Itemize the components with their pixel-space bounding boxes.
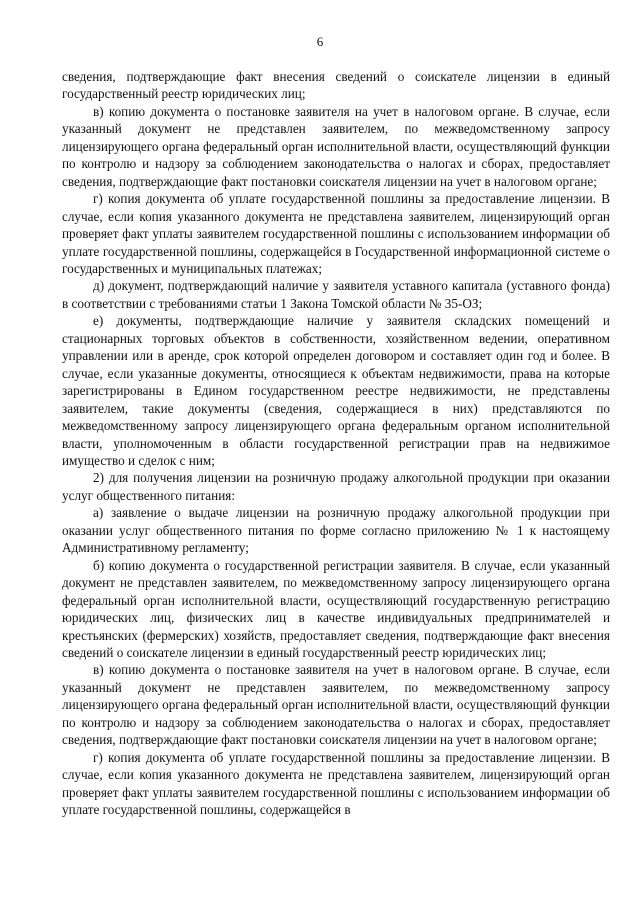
paragraph-item-e-premises: е) документы, подтверждающие наличие у заявителя складских помещений и стационарных торговых объектов в собственности, хозяйственном ведении, оперативном управлении или в аренде, срок которой определен договором и составляет один год и более. В случае, если указанные документы, относящиеся к объектам недвижимости, права на которые зарегистрированы в Едином государственном реестре недвижимости, не представлены заявителем, такие документы (сведения, содержащиеся в них) представляются по межведомственному запросу лицензирующего органа федеральным органом исполнительной власти, уполномоченным в области государственной регистрации прав на недвижимое имущество и сделок с ним; — [62, 313, 610, 468]
document-body — [62, 68, 610, 818]
paragraph-item-b-state-registration: б) копию документа о государственной регистрации заявителя. В случае, если указанный документ не представлен заявителем, по межведомственному запросу лицензирующего органа федеральный орган исполнительной власти, осуществляющий государственную регистрацию юридических лиц, физических лиц в качестве индивидуальных предпринимателей и крестьянских (фермерских) хозяйств, предоставляет сведения, подтверждающие факт внесения сведений о соискателе лицензии в единый государственный реестр юридических лиц; — [62, 557, 610, 660]
paragraph-item-g-state-fee-2: г) копия документа об уплате государственной пошлины за предоставление лицензии. В случае, если копия указанного документа не представлена заявителем, лицензирующий орган проверяет факт уплаты заявителем государственной пошлины с использованием информации об уплате государственной пошлины, содержащейся в — [62, 749, 610, 818]
paragraph-item-v-tax-registration-2: в) копию документа о постановке заявителя на учет в налоговом органе. В случае, если указанный документ не представлен заявителем, по межведомственному запросу лицензирующего органа федеральный орган исполнительной власти, осуществляющий функции по контролю и надзору за соблюдением законодательства о налогах и сборах, предоставляет сведения, подтверждающие факт постановки соискателя лицензии на учет в налоговом органе; — [62, 662, 610, 748]
paragraph-item-v-tax-registration: в) копию документа о постановке заявителя на учет в налоговом органе. В случае, если указанный документ не представлен заявителем, по межведомственному запросу лицензирующего органа федеральный орган исполнительной власти, осуществляющий функции по контролю и надзору за соблюдением законодательства о налогах и сборах, предоставляет сведения, подтверждающие факт постановки соискателя лицензии на учет в налоговом органе; — [62, 103, 610, 189]
page-number: 6 — [316, 34, 324, 49]
paragraph-item-a-application: а) заявление о выдаче лицензии на розничную продажу алкогольной продукции при оказании услуг общественного питания по форме согласно приложению № 1 к настоящему Административному регламенту; — [62, 505, 610, 556]
paragraph-item-d-authorized-capital: д) документ, подтверждающий наличие у заявителя уставного капитала (уставного фонда) в соответствии с требованиями статьи 1 Закона Томской области № 35-ОЗ; — [62, 278, 610, 311]
paragraph-continuation: сведения, подтверждающие факт внесения сведений о соискателе лицензии в единый государственный реестр юридических лиц; — [62, 69, 610, 102]
paragraph-section-2-catering: 2) для получения лицензии на розничную продажу алкогольной продукции при оказании услуг общественного питания: — [62, 470, 610, 503]
paragraph-item-g-state-fee: г) копия документа об уплате государственной пошлины за предоставление лицензии. В случае, если копия указанного документа не представлена заявителем, лицензирующий орган проверяет факт уплаты заявителем государственной пошлины с использованием информации об уплате государственной пошлины, содержащейся в Государственной информационной системе о государственных и муниципальных платежах; — [62, 191, 610, 276]
